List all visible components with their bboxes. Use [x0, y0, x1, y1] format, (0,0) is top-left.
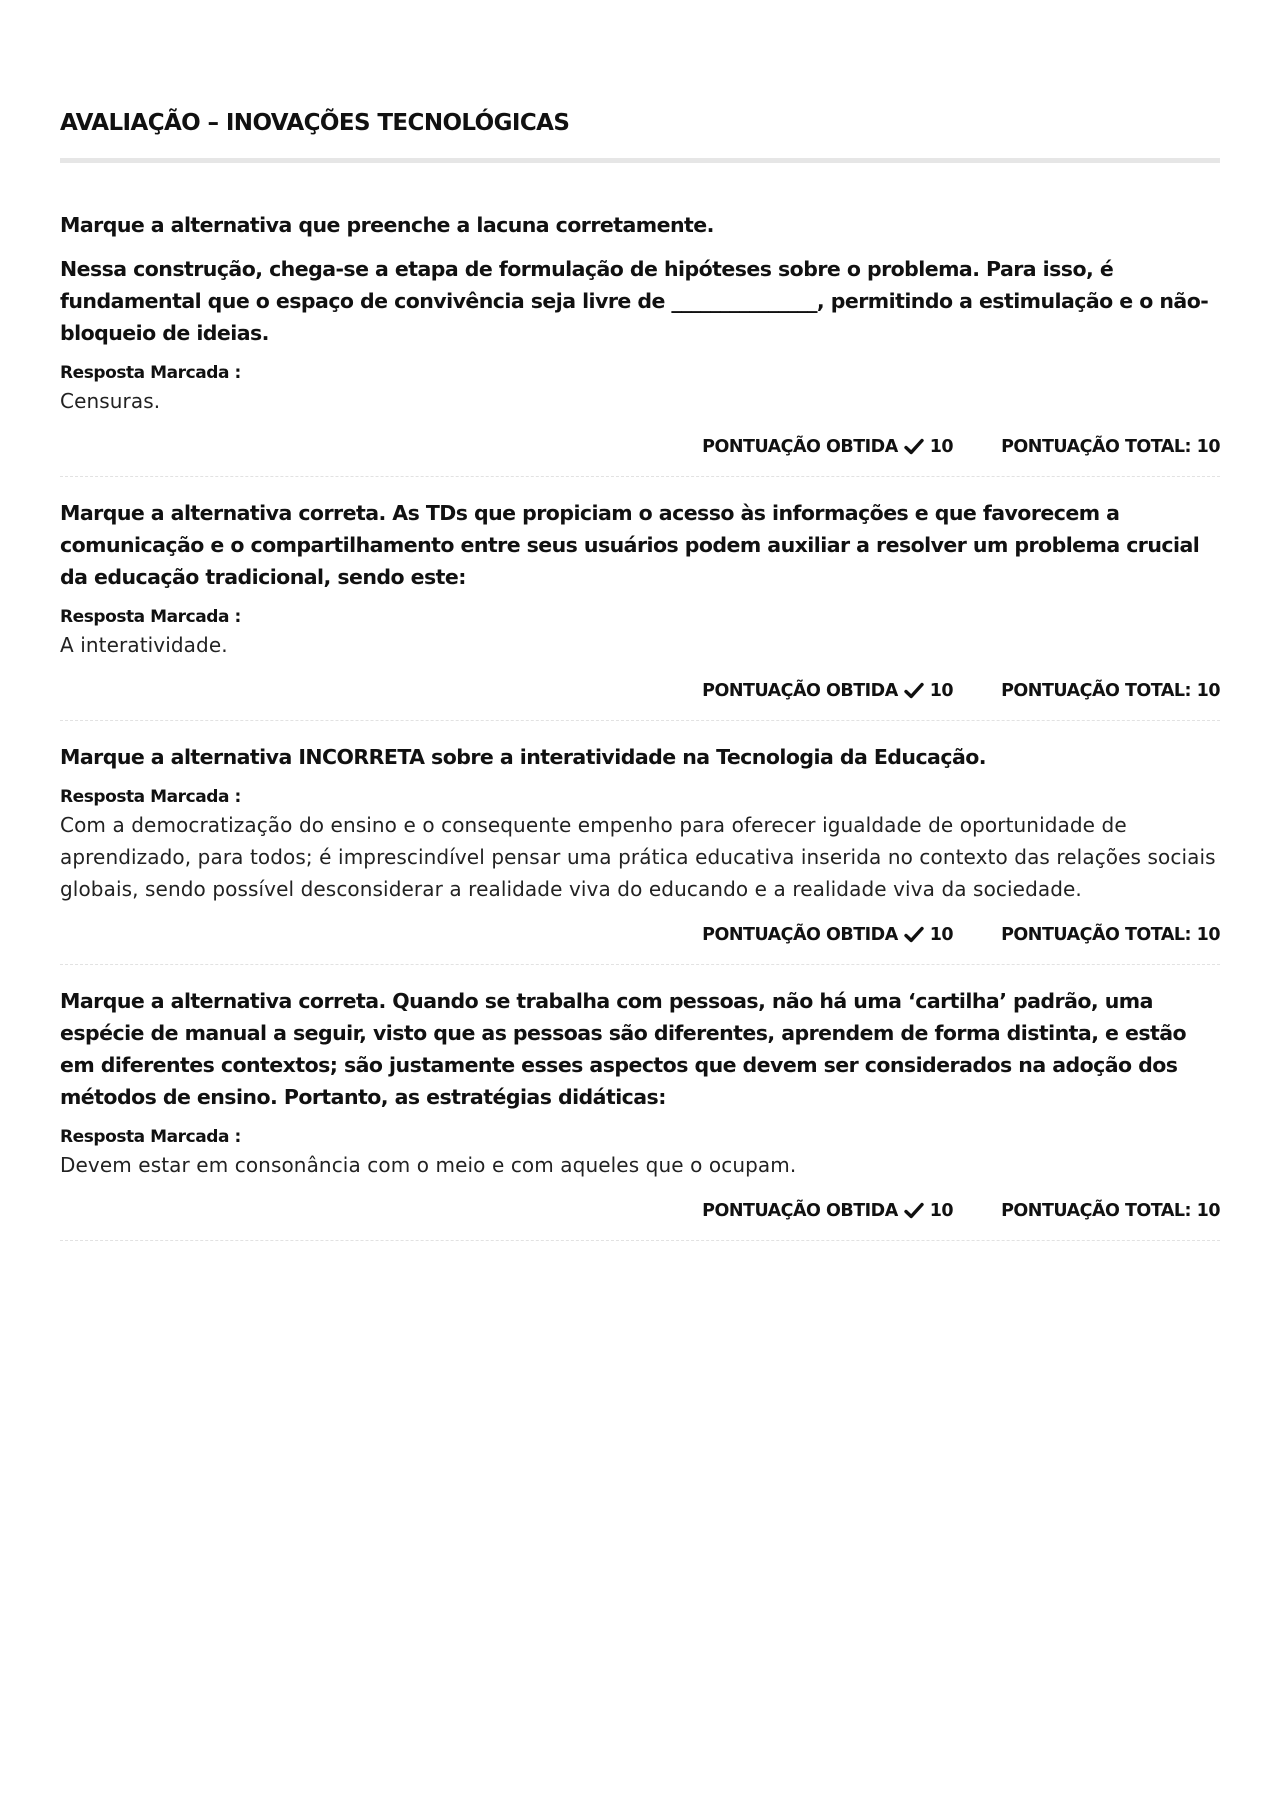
- question-text: Nessa construção, chega-se a etapa de formulação de hipóteses sobre o problema. Para isso, é fundamental que o espaço de convivência seja livre de _______________, permitindo a estimulação e o não-bloqueio de ideias.: [60, 257, 1209, 345]
- question-text: Marque a alternativa INCORRETA sobre a interatividade na Tecnologia da Educação.: [60, 745, 986, 769]
- score-obtained-value: 10: [929, 925, 954, 945]
- question-text: Marque a alternativa correta. As TDs que propiciam o acesso às informações e que favorecem a comunicação e o compartilhamento entre seus usuários podem auxiliar a resolver um problema crucial da educação tradicional, sendo este:: [60, 501, 1200, 589]
- document-page: [60, 0, 1220, 1261]
- check-icon: [904, 1201, 924, 1221]
- page-title: AVALIAÇÃO – INOVAÇÕES TECNOLÓGICAS: [60, 110, 570, 136]
- question-body: [60, 497, 1220, 593]
- score-obtained-label: PONTUAÇÃO OBTIDA: [702, 1201, 898, 1221]
- score-obtained-label: PONTUAÇÃO OBTIDA: [702, 681, 898, 701]
- question-block: [60, 209, 1220, 477]
- answer-label: Resposta Marcada :: [60, 607, 241, 627]
- score-obtained-label: PONTUAÇÃO OBTIDA: [702, 437, 898, 457]
- answer-label: Resposta Marcada :: [60, 363, 241, 383]
- check-icon: [904, 925, 924, 945]
- answer-label: Resposta Marcada :: [60, 1127, 241, 1147]
- score-row: [60, 679, 1220, 703]
- page-header: [60, 0, 1220, 163]
- question-text: Marque a alternativa que preenche a lacuna corretamente.: [60, 213, 714, 237]
- header-divider: [60, 158, 1220, 163]
- answer-label: Resposta Marcada :: [60, 787, 241, 807]
- question-body: [60, 741, 1220, 773]
- answer-text: Devem estar em consonância com o meio e com aqueles que o ocupam.: [60, 1153, 797, 1177]
- score-row: [60, 1199, 1220, 1223]
- check-icon: [904, 437, 924, 457]
- score-obtained-value: 10: [929, 681, 954, 701]
- score-obtained: [702, 435, 953, 459]
- score-obtained: [702, 679, 953, 703]
- question-block: [60, 497, 1220, 721]
- score-obtained-value: 10: [929, 1201, 954, 1221]
- score-total: PONTUAÇÃO TOTAL: 10: [1001, 681, 1220, 701]
- question-body: [60, 985, 1220, 1113]
- score-total: PONTUAÇÃO TOTAL: 10: [1001, 437, 1220, 457]
- answer-text: A interatividade.: [60, 633, 228, 657]
- score-row: [60, 435, 1220, 459]
- question-block: [60, 741, 1220, 965]
- score-obtained: [702, 923, 953, 947]
- question-text: Marque a alternativa correta. Quando se trabalha com pessoas, não há uma ‘cartilha’ padrão, uma espécie de manual a seguir, visto que as pessoas são diferentes, aprendem de forma distinta, e estão em diferentes contextos; são justamente esses aspectos que devem ser considerados na adoção dos métodos de ensino. Portanto, as estratégias didáticas:: [60, 989, 1187, 1109]
- answer-text: Censuras.: [60, 389, 161, 413]
- score-obtained-value: 10: [929, 437, 954, 457]
- score-obtained: [702, 1199, 953, 1223]
- question-body: [60, 209, 1220, 349]
- score-total: PONTUAÇÃO TOTAL: 10: [1001, 1201, 1220, 1221]
- question-block: [60, 985, 1220, 1241]
- question-list: [60, 209, 1220, 1241]
- score-row: [60, 923, 1220, 947]
- score-total: PONTUAÇÃO TOTAL: 10: [1001, 925, 1220, 945]
- answer-text: Com a democratização do ensino e o consequente empenho para oferecer igualdade de oportunidade de aprendizado, para todos; é imprescindível pensar uma prática educativa inserida no contexto das relações sociais globais, sendo possível desconsiderar a realidade viva do educando e a realidade viva da sociedade.: [60, 813, 1216, 901]
- score-obtained-label: PONTUAÇÃO OBTIDA: [702, 925, 898, 945]
- check-icon: [904, 681, 924, 701]
